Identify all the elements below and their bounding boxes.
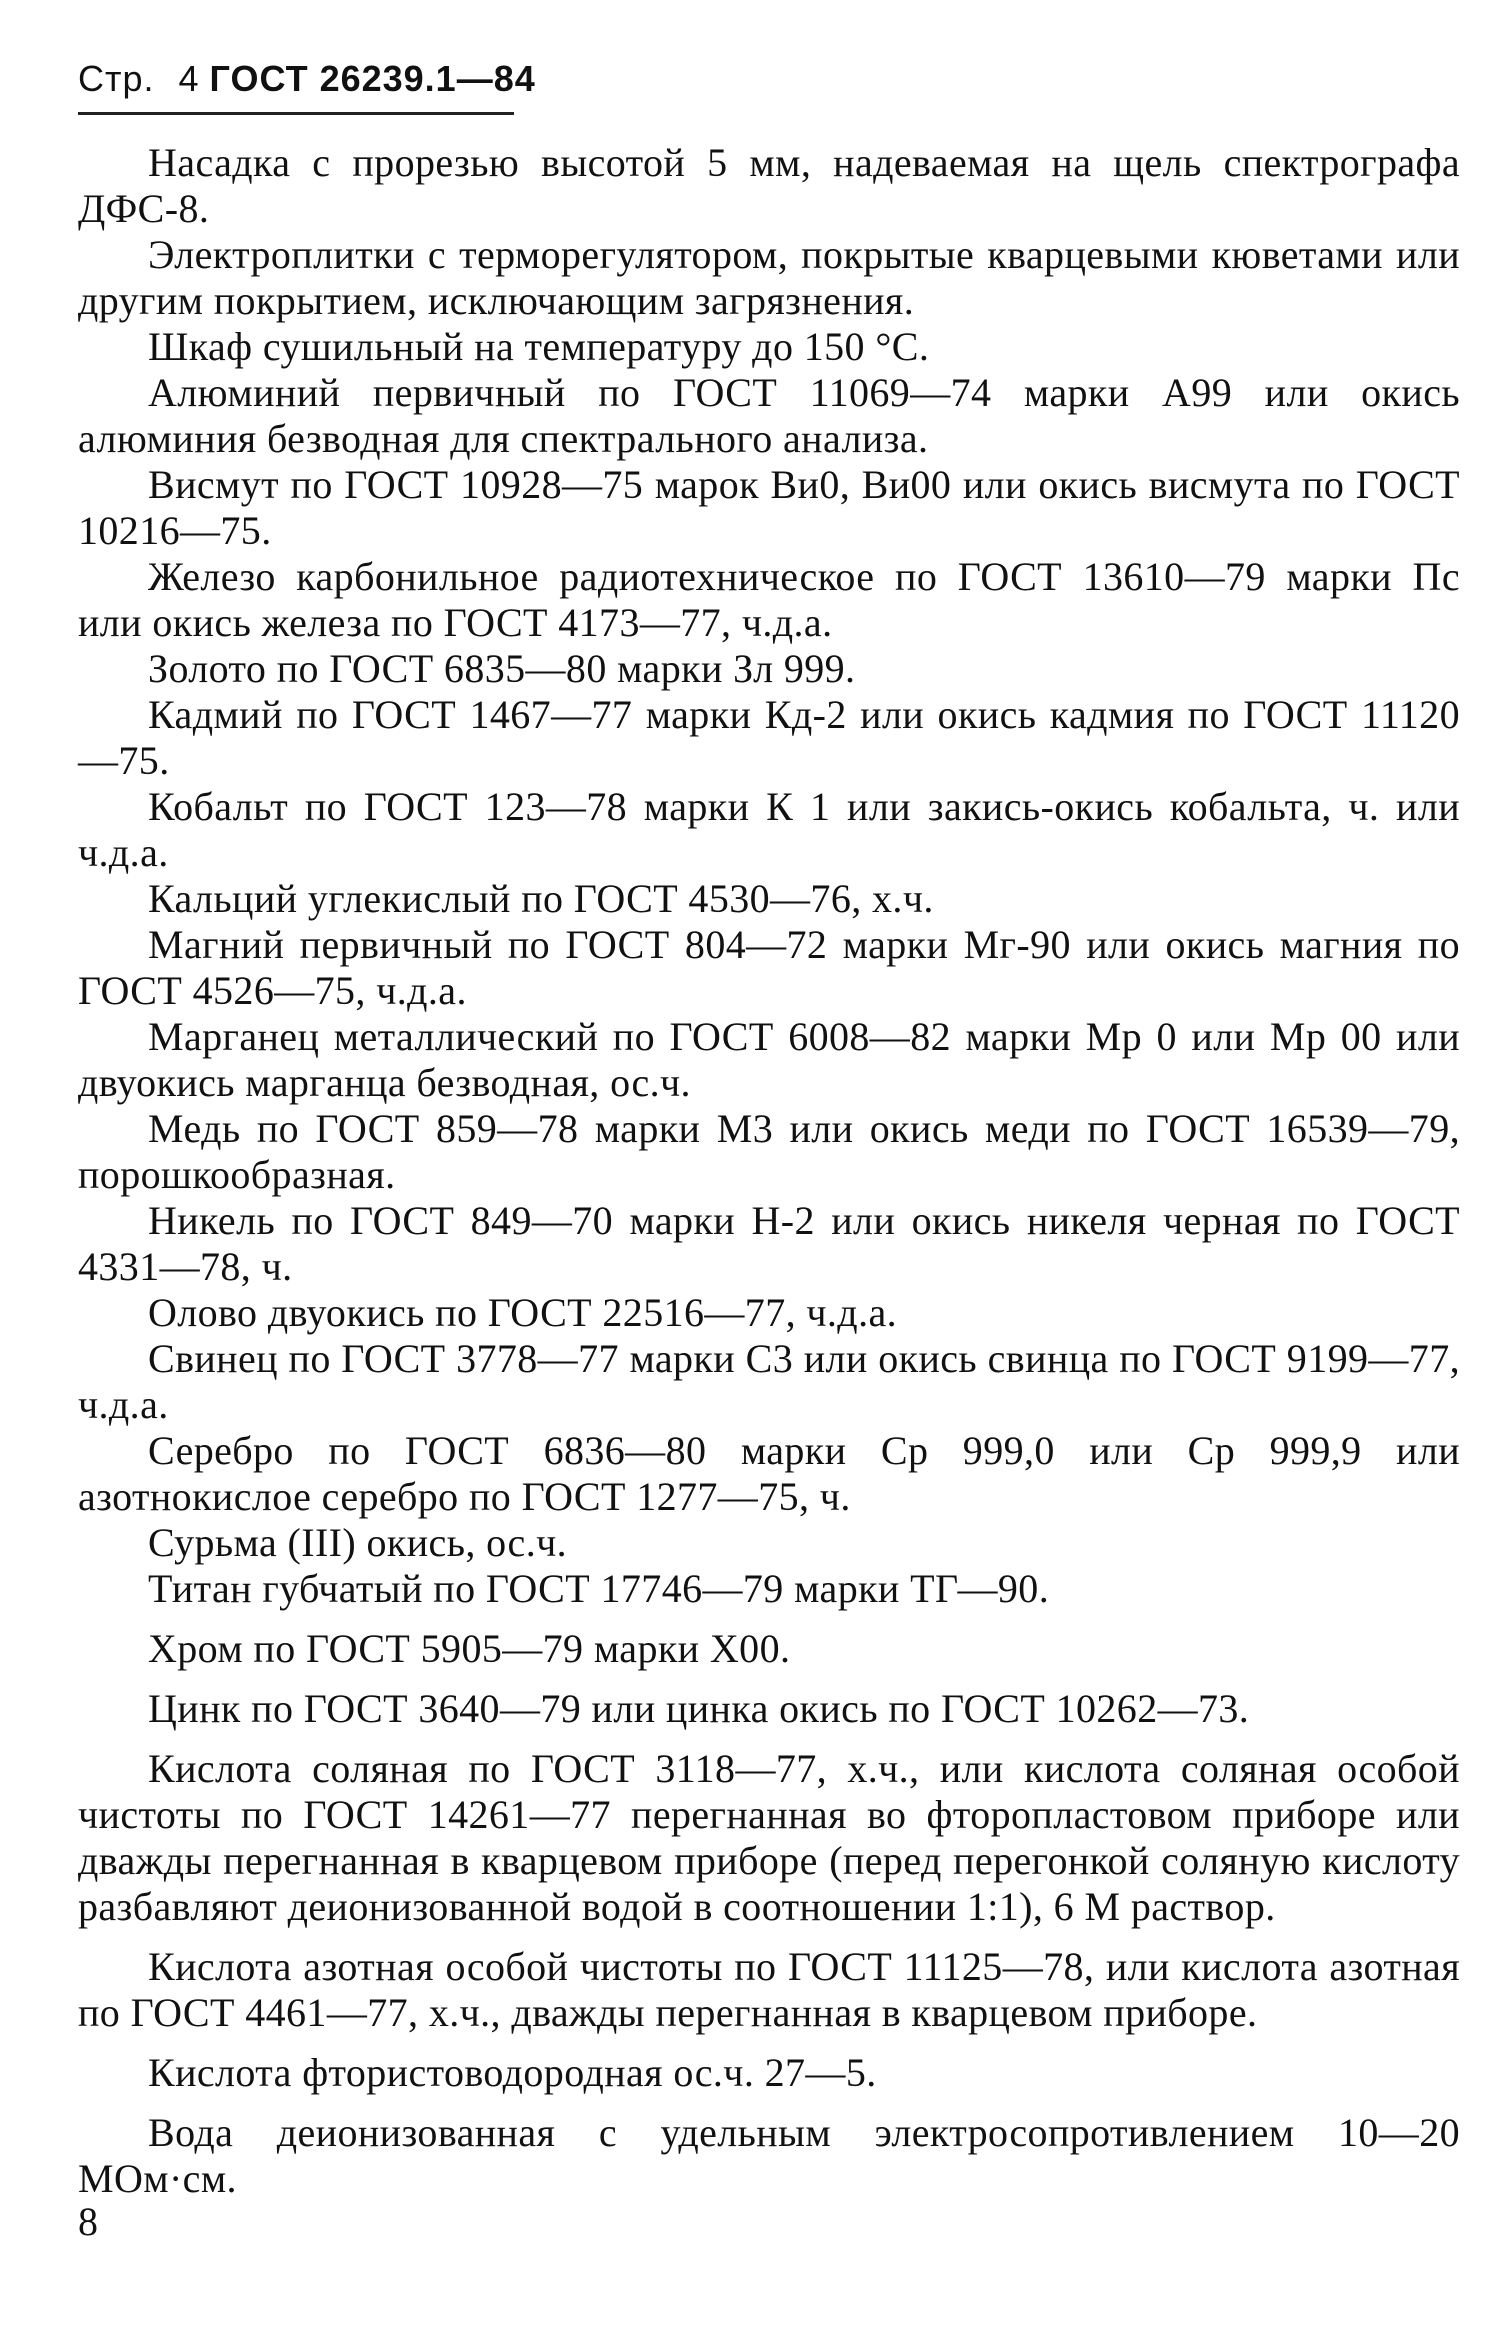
- paragraph-antimony: Сурьма (III) окись, ос.ч.: [148, 1520, 568, 1565]
- paragraph-chromium: Хром по ГОСТ 5905—79 марки Х00.: [148, 1626, 791, 1671]
- paragraph-cadmium: Кадмий по ГОСТ 1467—77 марки Кд-2 или окись кадмия по ГОСТ 11120—75.: [78, 692, 1460, 783]
- header-rule: [78, 112, 514, 115]
- paragraph-hydrofluoric-acid: Кислота фтористоводородная ос.ч. 27—5.: [148, 2050, 877, 2095]
- paragraph-nitric-acid: Кислота азотная особой чистоты по ГОСТ 11125—78, или кислота азотная по ГОСТ 4461—77, х.ч., дважды перегнанная в кварцевом приборе.: [78, 1944, 1460, 2035]
- document-body: [78, 140, 1460, 2202]
- header-page-number: 4: [178, 58, 200, 99]
- paragraph-titanium: Титан губчатый по ГОСТ 17746—79 марки ТГ—90.: [148, 1566, 1050, 1611]
- paragraph-silver: Серебро по ГОСТ 6836—80 марки Ср 999,0 или Ср 999,9 или азотнокислое серебро по ГОСТ 1277—75, ч.: [78, 1428, 1460, 1519]
- paragraph-drying-cabinet: Шкаф сушильный на температуру до 150 °С.: [148, 324, 930, 369]
- paragraph-copper: Медь по ГОСТ 859—78 марки М3 или окись меди по ГОСТ 16539—79, порошкообразная.: [78, 1106, 1460, 1197]
- paragraph-aluminium: Алюминий первичный по ГОСТ 11069—74 марки А99 или окись алюминия безводная для спектрального анализа.: [78, 370, 1460, 461]
- paragraph-manganese: Марганец металлический по ГОСТ 6008—82 марки Мр 0 или Мр 00 или двуокись марганца безводная, ос.ч.: [78, 1014, 1460, 1105]
- standard-title: ГОСТ 26239.1—84: [209, 58, 536, 99]
- paragraph-calcium: Кальций углекислый по ГОСТ 4530—76, х.ч.: [148, 876, 934, 921]
- paragraph-gold: Золото по ГОСТ 6835—80 марки Зл 999.: [148, 646, 856, 691]
- footer-page-number: 8: [78, 2199, 98, 2244]
- paragraph-lead: Свинец по ГОСТ 3778—77 марки С3 или окись свинца по ГОСТ 9199—77, ч.д.а.: [78, 1336, 1460, 1427]
- paragraph-cobalt: Кобальт по ГОСТ 123—78 марки К 1 или закись-окись кобальта, ч. или ч.д.а.: [78, 784, 1460, 875]
- paragraph-nickel: Никель по ГОСТ 849—70 марки Н-2 или окись никеля черная по ГОСТ 4331—78, ч.: [78, 1198, 1460, 1289]
- paragraph-tin: Олово двуокись по ГОСТ 22516—77, ч.д.а.: [148, 1290, 898, 1335]
- paragraph-bismuth: Висмут по ГОСТ 10928—75 марок Ви0, Ви00 или окись висмута по ГОСТ 10216—75.: [78, 462, 1460, 553]
- paragraph-deionized-water: Вода деионизованная с удельным электросопротивлением 10—20 МОм·см.: [78, 2110, 1460, 2201]
- paragraph-magnesium: Магний первичный по ГОСТ 804—72 марки Мг-90 или окись магния по ГОСТ 4526—75, ч.д.а.: [78, 922, 1460, 1013]
- paragraph-iron: Железо карбонильное радиотехническое по ГОСТ 13610—79 марки Пс или окись железа по ГОСТ 4173—77, ч.д.а.: [78, 554, 1460, 645]
- page-label: Стр.: [78, 58, 155, 99]
- page-header: [78, 58, 536, 100]
- paragraph-hydrochloric-acid: Кислота соляная по ГОСТ 3118—77, х.ч., или кислота соляная особой чистоты по ГОСТ 14261—77 перегнанная во фторопластовом приборе или дважды перегнанная в кварцевом приборе (перед перегонкой соляную кислоту разбавляют деионизованной водой в соотношении 1:1), 6 М раствор.: [78, 1746, 1460, 1929]
- paragraph-zinc: Цинк по ГОСТ 3640—79 или цинка окись по ГОСТ 10262—73.: [148, 1686, 1250, 1731]
- paragraph-nozzle: Насадка с прорезью высотой 5 мм, надеваемая на щель спектрографа ДФС-8.: [78, 140, 1460, 231]
- paragraph-hotplates: Электроплитки с терморегулятором, покрытые кварцевыми кюветами или другим покрытием, исключающим загрязнения.: [78, 232, 1460, 323]
